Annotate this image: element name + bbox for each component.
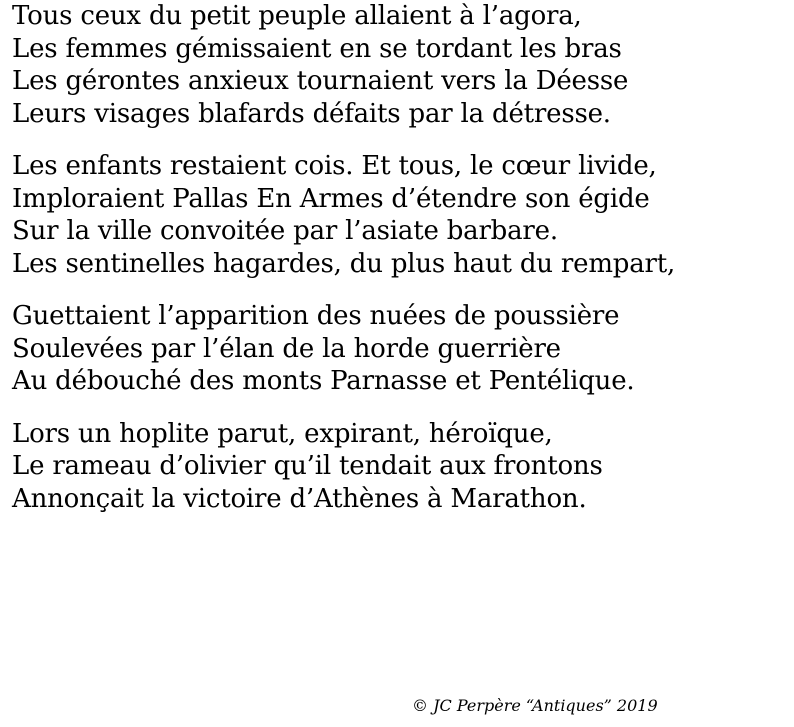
poem-line: Guettaient l’apparition des nuées de poussière	[12, 301, 620, 331]
poem-line: Les sentinelles hagardes, du plus haut du rempart,	[12, 248, 676, 279]
stanza-1	[12, 0, 792, 130]
poem-line: Soulevées par l’élan de la horde guerrière	[12, 333, 561, 364]
poem-line: Au débouché des monts Parnasse et Pentélique.	[12, 366, 635, 396]
poem-line: Imploraient Pallas En Armes d’étendre son égide	[12, 183, 650, 214]
poem-line: Sur la ville convoitée par l’asiate barbare.	[12, 216, 558, 246]
stanza-2	[12, 150, 792, 280]
poem	[12, 0, 792, 515]
copyright-notice: © JC Perpère “Antiques” 2019	[412, 696, 658, 715]
poem-line: Les gérontes anxieux tournaient vers la Déesse	[12, 66, 629, 96]
poem-line: Tous ceux du petit peuple allaient à l’agora,	[12, 1, 582, 31]
poem-line: Les femmes gémissaient en se tordant les bras	[12, 33, 622, 64]
poem-line: Annonçait la victoire d’Athènes à Marathon.	[12, 483, 587, 514]
stanza-3	[12, 300, 792, 398]
poem-line: Lors un hoplite parut, expirant, héroïque,	[12, 418, 553, 449]
poem-line: Le rameau d’olivier qu’il tendait aux frontons	[12, 451, 603, 481]
stanza-4	[12, 418, 792, 516]
poem-line: Les enfants restaient cois. Et tous, le cœur livide,	[12, 151, 657, 181]
poem-line: Leurs visages blafards défaits par la détresse.	[12, 98, 611, 129]
